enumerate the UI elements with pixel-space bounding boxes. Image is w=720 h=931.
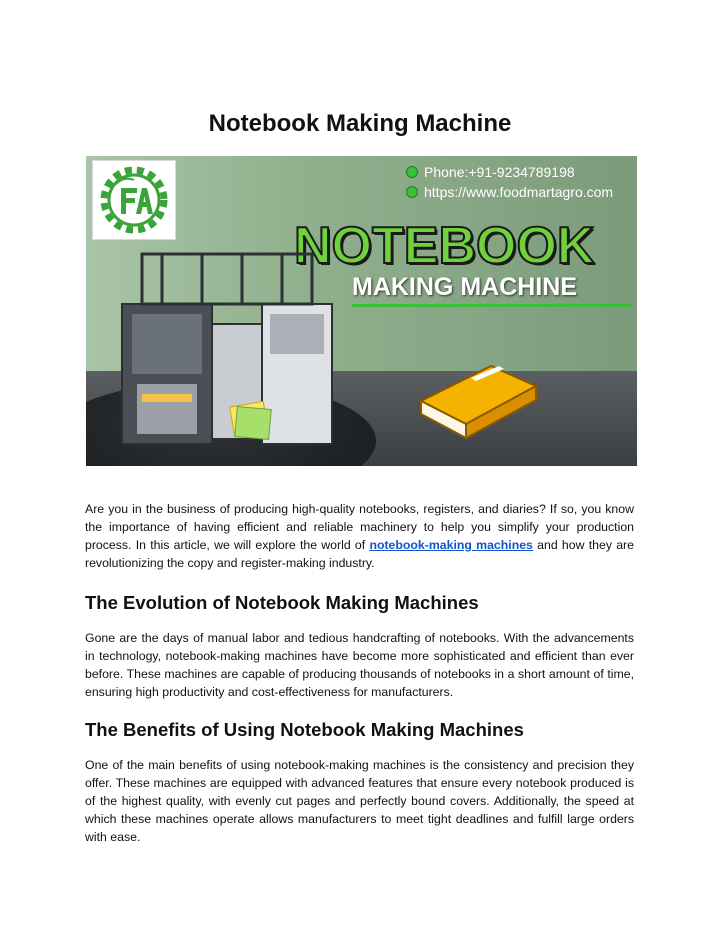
page-title: Notebook Making Machine [208, 110, 512, 137]
banner-image [86, 156, 637, 466]
phone-text: Phone:+91-9234789198 [424, 164, 575, 180]
notebook-illustration [411, 346, 541, 446]
website-text: https://www.foodmartagro.com [424, 184, 614, 200]
intro-text-start: Are you in the business of producing high-quality notebooks, registers, and diaries? If so, you know the importance of having efficient and reliable machinery to help you simplify your production process. In this article, we will explore the world of [85, 502, 634, 552]
banner-headline: NOTEBOOK [294, 217, 595, 275]
banner-underline [352, 304, 632, 307]
papers-illustration [226, 396, 276, 444]
evolution-paragraph: Gone are the days of manual labor and tedious handcrafting of notebooks. With the advancements in technology, notebook-making machines have become more sophisticated and efficient than ever before. These machines are capable of producing thousands of notebooks in a short amount of time, ensuring high productivity and cost-effectiveness for manufacturers. [85, 631, 634, 699]
intro-text-end: and how they are revolutionizing the copy and register-making industry. [85, 538, 634, 570]
banner-contact [406, 162, 636, 202]
notebook-machines-link[interactable]: notebook-making machines [369, 538, 533, 552]
gear-logo-icon [93, 161, 175, 239]
website-row [406, 182, 636, 202]
section-heading-evolution: The Evolution of Notebook Making Machines [85, 592, 479, 613]
phone-row [406, 162, 636, 182]
company-logo [92, 160, 176, 240]
phone-icon [406, 166, 418, 178]
banner-subheadline: MAKING MACHINE [352, 273, 577, 301]
section-heading-benefits: The Benefits of Using Notebook Making Machines [85, 719, 524, 740]
intro-paragraph [85, 500, 634, 572]
benefits-paragraph: One of the main benefits of using notebook-making machines is the consistency and precision they offer. These machines are equipped with advanced features that ensure every notebook produced is of the highest quality, with evenly cut pages and perfectly bound covers. Additionally, the speed at which these machines operate allows manufacturers to meet tight deadlines and fulfill large orders with ease. [85, 758, 634, 844]
globe-icon [406, 186, 418, 198]
